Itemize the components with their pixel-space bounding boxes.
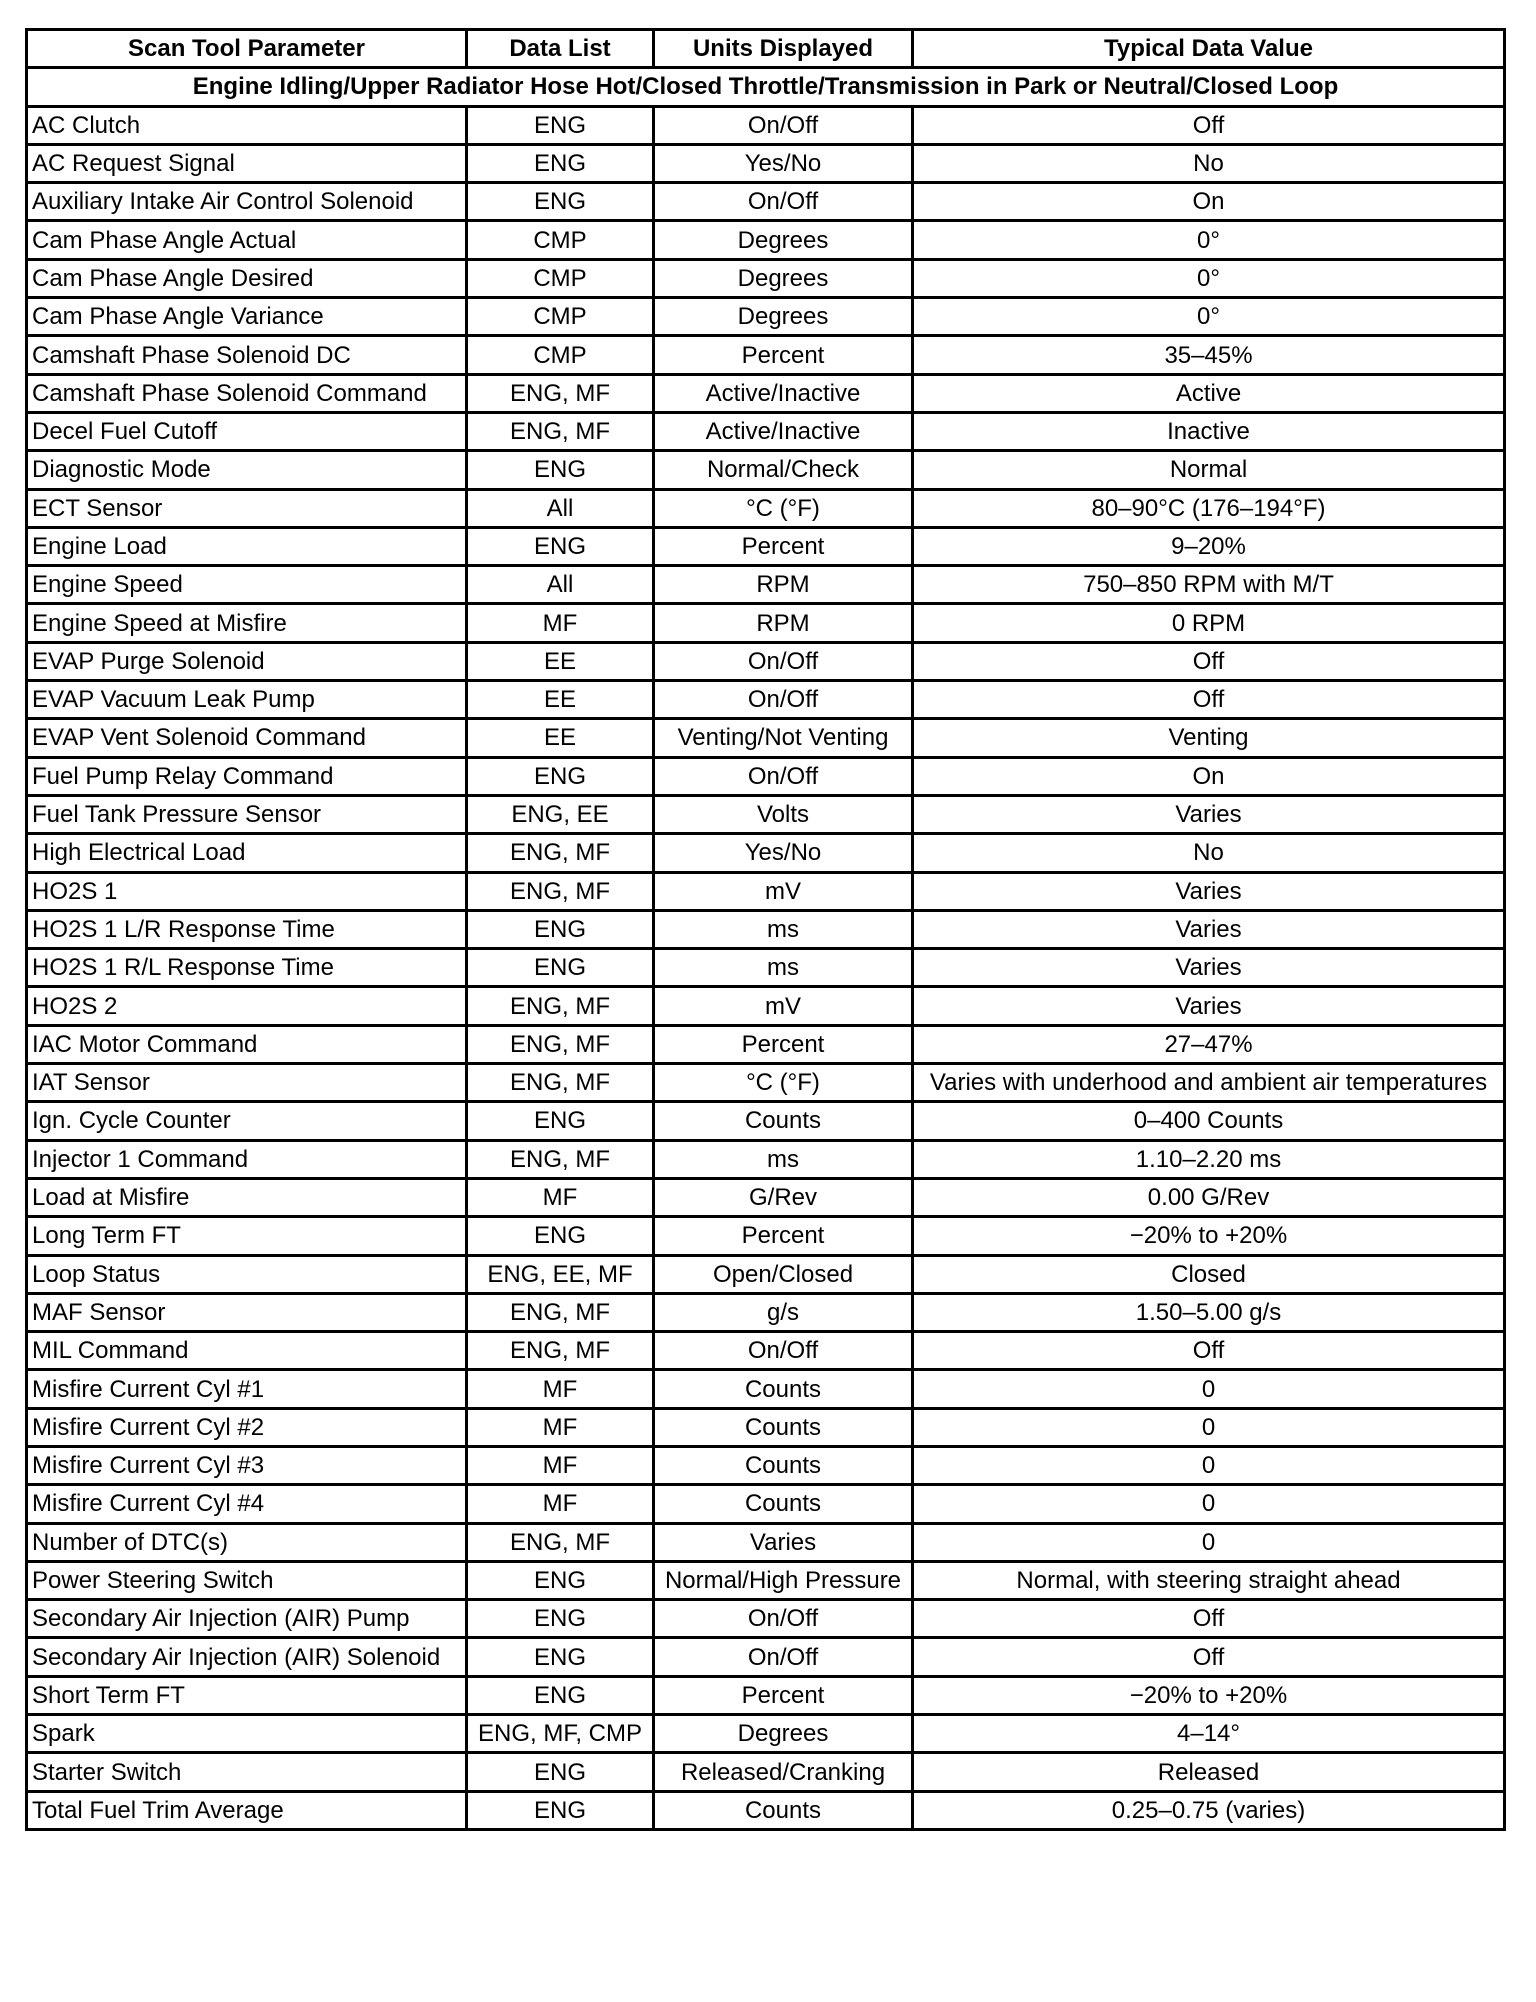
typical-value-cell: 4–14° bbox=[913, 1715, 1505, 1753]
data-list-cell: CMP bbox=[467, 336, 654, 374]
units-cell: Counts bbox=[654, 1370, 913, 1408]
table-row bbox=[27, 757, 1505, 795]
table-row bbox=[27, 1178, 1505, 1216]
typical-value-cell: 0° bbox=[913, 298, 1505, 336]
table-body bbox=[27, 106, 1505, 1829]
parameter-cell: HO2S 1 R/L Response Time bbox=[27, 949, 467, 987]
units-cell: Normal/Check bbox=[654, 451, 913, 489]
parameter-cell: Power Steering Switch bbox=[27, 1561, 467, 1599]
parameter-cell: Ign. Cycle Counter bbox=[27, 1102, 467, 1140]
table-row bbox=[27, 1676, 1505, 1714]
units-cell: Open/Closed bbox=[654, 1255, 913, 1293]
table-row bbox=[27, 336, 1505, 374]
table-row bbox=[27, 1255, 1505, 1293]
typical-value-cell: Normal bbox=[913, 451, 1505, 489]
units-cell: Degrees bbox=[654, 298, 913, 336]
data-list-cell: ENG, MF bbox=[467, 1064, 654, 1102]
parameter-cell: EVAP Vent Solenoid Command bbox=[27, 719, 467, 757]
table-row bbox=[27, 834, 1505, 872]
data-list-cell: CMP bbox=[467, 259, 654, 297]
typical-value-cell: 0 bbox=[913, 1370, 1505, 1408]
table-row bbox=[27, 795, 1505, 833]
header-data-list: Data List bbox=[467, 30, 654, 68]
parameter-cell: Engine Load bbox=[27, 527, 467, 565]
units-cell: RPM bbox=[654, 566, 913, 604]
table-row bbox=[27, 1638, 1505, 1676]
parameter-cell: Loop Status bbox=[27, 1255, 467, 1293]
parameter-cell: HO2S 1 L/R Response Time bbox=[27, 910, 467, 948]
typical-value-cell: 750–850 RPM with M/T bbox=[913, 566, 1505, 604]
data-list-cell: ENG bbox=[467, 1102, 654, 1140]
data-list-cell: ENG, MF bbox=[467, 987, 654, 1025]
operating-condition: Engine Idling/Upper Radiator Hose Hot/Closed Throttle/Transmission in Park or Neutral/Closed Loop bbox=[27, 68, 1505, 106]
parameter-cell: Starter Switch bbox=[27, 1753, 467, 1791]
table-row bbox=[27, 566, 1505, 604]
units-cell: °C (°F) bbox=[654, 1064, 913, 1102]
data-list-cell: ENG bbox=[467, 144, 654, 182]
units-cell: °C (°F) bbox=[654, 489, 913, 527]
table-row bbox=[27, 1370, 1505, 1408]
parameter-cell: Injector 1 Command bbox=[27, 1140, 467, 1178]
typical-value-cell: 0.00 G/Rev bbox=[913, 1178, 1505, 1216]
table-row bbox=[27, 1715, 1505, 1753]
parameter-cell: Misfire Current Cyl #1 bbox=[27, 1370, 467, 1408]
typical-value-cell: Varies bbox=[913, 795, 1505, 833]
parameter-cell: Total Fuel Trim Average bbox=[27, 1791, 467, 1829]
table-row bbox=[27, 1140, 1505, 1178]
header-units-displayed: Units Displayed bbox=[654, 30, 913, 68]
table-row bbox=[27, 1293, 1505, 1331]
data-list-cell: ENG bbox=[467, 1217, 654, 1255]
header-typical-data-value: Typical Data Value bbox=[913, 30, 1505, 68]
header-scan-tool-parameter: Scan Tool Parameter bbox=[27, 30, 467, 68]
units-cell: Volts bbox=[654, 795, 913, 833]
parameter-cell: MIL Command bbox=[27, 1332, 467, 1370]
typical-value-cell: Off bbox=[913, 642, 1505, 680]
data-list-cell: ENG, MF bbox=[467, 1025, 654, 1063]
data-list-cell: MF bbox=[467, 1408, 654, 1446]
typical-value-cell: No bbox=[913, 834, 1505, 872]
parameter-cell: ECT Sensor bbox=[27, 489, 467, 527]
table-row bbox=[27, 412, 1505, 450]
units-cell: On/Off bbox=[654, 642, 913, 680]
data-list-cell: CMP bbox=[467, 298, 654, 336]
parameter-cell: AC Clutch bbox=[27, 106, 467, 144]
typical-value-cell: 0° bbox=[913, 259, 1505, 297]
data-list-cell: ENG bbox=[467, 1676, 654, 1714]
data-list-cell: MF bbox=[467, 1485, 654, 1523]
typical-value-cell: On bbox=[913, 183, 1505, 221]
table-row bbox=[27, 910, 1505, 948]
units-cell: On/Off bbox=[654, 1638, 913, 1676]
units-cell: On/Off bbox=[654, 106, 913, 144]
data-list-cell: ENG, MF bbox=[467, 834, 654, 872]
data-list-cell: MF bbox=[467, 1178, 654, 1216]
data-list-cell: All bbox=[467, 566, 654, 604]
units-cell: On/Off bbox=[654, 1332, 913, 1370]
table-row bbox=[27, 1102, 1505, 1140]
parameter-cell: HO2S 1 bbox=[27, 872, 467, 910]
data-list-cell: MF bbox=[467, 1446, 654, 1484]
parameter-cell: Secondary Air Injection (AIR) Pump bbox=[27, 1600, 467, 1638]
units-cell: Percent bbox=[654, 527, 913, 565]
typical-value-cell: 0 RPM bbox=[913, 604, 1505, 642]
units-cell: Released/Cranking bbox=[654, 1753, 913, 1791]
table-row bbox=[27, 527, 1505, 565]
typical-value-cell: 0 bbox=[913, 1523, 1505, 1561]
parameter-cell: IAT Sensor bbox=[27, 1064, 467, 1102]
units-cell: On/Off bbox=[654, 681, 913, 719]
parameter-cell: Long Term FT bbox=[27, 1217, 467, 1255]
data-list-cell: ENG bbox=[467, 451, 654, 489]
data-list-cell: ENG, MF, CMP bbox=[467, 1715, 654, 1753]
units-cell: mV bbox=[654, 987, 913, 1025]
units-cell: On/Off bbox=[654, 183, 913, 221]
units-cell: RPM bbox=[654, 604, 913, 642]
typical-value-cell: −20% to +20% bbox=[913, 1676, 1505, 1714]
units-cell: Venting/Not Venting bbox=[654, 719, 913, 757]
data-list-cell: ENG bbox=[467, 910, 654, 948]
parameter-cell: EVAP Vacuum Leak Pump bbox=[27, 681, 467, 719]
typical-value-cell: Venting bbox=[913, 719, 1505, 757]
parameter-cell: Cam Phase Angle Actual bbox=[27, 221, 467, 259]
table-row bbox=[27, 1217, 1505, 1255]
units-cell: ms bbox=[654, 1140, 913, 1178]
table-row bbox=[27, 1600, 1505, 1638]
parameter-cell: Cam Phase Angle Variance bbox=[27, 298, 467, 336]
table-row bbox=[27, 1791, 1505, 1829]
typical-value-cell: Varies bbox=[913, 910, 1505, 948]
units-cell: Normal/High Pressure bbox=[654, 1561, 913, 1599]
data-list-cell: ENG, MF bbox=[467, 872, 654, 910]
data-list-cell: ENG, MF bbox=[467, 412, 654, 450]
table-header bbox=[27, 30, 1505, 107]
table-row bbox=[27, 1025, 1505, 1063]
parameter-cell: Engine Speed bbox=[27, 566, 467, 604]
units-cell: On/Off bbox=[654, 1600, 913, 1638]
data-list-cell: ENG bbox=[467, 106, 654, 144]
typical-value-cell: 0–400 Counts bbox=[913, 1102, 1505, 1140]
scan-tool-data-table bbox=[25, 28, 1506, 1831]
parameter-cell: Auxiliary Intake Air Control Solenoid bbox=[27, 183, 467, 221]
table-row bbox=[27, 374, 1505, 412]
data-list-cell: ENG, MF bbox=[467, 1293, 654, 1331]
data-list-cell: ENG bbox=[467, 183, 654, 221]
parameter-cell: Short Term FT bbox=[27, 1676, 467, 1714]
units-cell: Counts bbox=[654, 1408, 913, 1446]
typical-value-cell: −20% to +20% bbox=[913, 1217, 1505, 1255]
table-row bbox=[27, 1408, 1505, 1446]
data-list-cell: ENG bbox=[467, 1753, 654, 1791]
table-row bbox=[27, 719, 1505, 757]
typical-value-cell: 27–47% bbox=[913, 1025, 1505, 1063]
header-row bbox=[27, 30, 1505, 68]
table-row bbox=[27, 1523, 1505, 1561]
table-row bbox=[27, 987, 1505, 1025]
data-list-cell: ENG bbox=[467, 1791, 654, 1829]
typical-value-cell: 0 bbox=[913, 1485, 1505, 1523]
parameter-cell: Misfire Current Cyl #3 bbox=[27, 1446, 467, 1484]
data-list-cell: EE bbox=[467, 642, 654, 680]
table-row bbox=[27, 872, 1505, 910]
units-cell: On/Off bbox=[654, 757, 913, 795]
units-cell: Yes/No bbox=[654, 144, 913, 182]
units-cell: Degrees bbox=[654, 221, 913, 259]
units-cell: Counts bbox=[654, 1485, 913, 1523]
typical-value-cell: 1.50–5.00 g/s bbox=[913, 1293, 1505, 1331]
typical-value-cell: 0° bbox=[913, 221, 1505, 259]
parameter-cell: Secondary Air Injection (AIR) Solenoid bbox=[27, 1638, 467, 1676]
data-list-cell: ENG bbox=[467, 949, 654, 987]
table-row bbox=[27, 681, 1505, 719]
typical-value-cell: 0 bbox=[913, 1446, 1505, 1484]
parameter-cell: Camshaft Phase Solenoid DC bbox=[27, 336, 467, 374]
units-cell: Degrees bbox=[654, 1715, 913, 1753]
data-list-cell: ENG, EE bbox=[467, 795, 654, 833]
parameter-cell: HO2S 2 bbox=[27, 987, 467, 1025]
typical-value-cell: 80–90°C (176–194°F) bbox=[913, 489, 1505, 527]
data-list-cell: ENG bbox=[467, 1638, 654, 1676]
table-row bbox=[27, 451, 1505, 489]
units-cell: Counts bbox=[654, 1791, 913, 1829]
units-cell: Percent bbox=[654, 1025, 913, 1063]
table-row bbox=[27, 1485, 1505, 1523]
parameter-cell: EVAP Purge Solenoid bbox=[27, 642, 467, 680]
table-row bbox=[27, 1561, 1505, 1599]
data-list-cell: ENG bbox=[467, 1561, 654, 1599]
data-list-cell: CMP bbox=[467, 221, 654, 259]
typical-value-cell: Inactive bbox=[913, 412, 1505, 450]
table-row bbox=[27, 183, 1505, 221]
data-list-cell: ENG, MF bbox=[467, 1523, 654, 1561]
typical-value-cell: Varies bbox=[913, 987, 1505, 1025]
parameter-cell: Load at Misfire bbox=[27, 1178, 467, 1216]
units-cell: Yes/No bbox=[654, 834, 913, 872]
typical-value-cell: Off bbox=[913, 1638, 1505, 1676]
parameter-cell: Cam Phase Angle Desired bbox=[27, 259, 467, 297]
typical-value-cell: Closed bbox=[913, 1255, 1505, 1293]
data-list-cell: ENG, EE, MF bbox=[467, 1255, 654, 1293]
typical-value-cell: 1.10–2.20 ms bbox=[913, 1140, 1505, 1178]
typical-value-cell: Varies bbox=[913, 872, 1505, 910]
table-row bbox=[27, 489, 1505, 527]
typical-value-cell: Normal, with steering straight ahead bbox=[913, 1561, 1505, 1599]
units-cell: Active/Inactive bbox=[654, 412, 913, 450]
typical-value-cell: 0.25–0.75 (varies) bbox=[913, 1791, 1505, 1829]
units-cell: ms bbox=[654, 910, 913, 948]
parameter-cell: Number of DTC(s) bbox=[27, 1523, 467, 1561]
table-row bbox=[27, 1753, 1505, 1791]
typical-value-cell: Off bbox=[913, 1600, 1505, 1638]
typical-value-cell: Off bbox=[913, 1332, 1505, 1370]
table-row bbox=[27, 106, 1505, 144]
units-cell: Counts bbox=[654, 1446, 913, 1484]
units-cell: G/Rev bbox=[654, 1178, 913, 1216]
condition-row bbox=[27, 68, 1505, 106]
table-row bbox=[27, 298, 1505, 336]
units-cell: Percent bbox=[654, 1217, 913, 1255]
typical-value-cell: 35–45% bbox=[913, 336, 1505, 374]
typical-value-cell: Off bbox=[913, 681, 1505, 719]
parameter-cell: Fuel Tank Pressure Sensor bbox=[27, 795, 467, 833]
units-cell: ms bbox=[654, 949, 913, 987]
parameter-cell: IAC Motor Command bbox=[27, 1025, 467, 1063]
table-row bbox=[27, 259, 1505, 297]
typical-value-cell: Off bbox=[913, 106, 1505, 144]
typical-value-cell: 0 bbox=[913, 1408, 1505, 1446]
table-row bbox=[27, 1446, 1505, 1484]
units-cell: Percent bbox=[654, 336, 913, 374]
units-cell: mV bbox=[654, 872, 913, 910]
data-list-cell: ENG, MF bbox=[467, 1140, 654, 1178]
data-list-cell: ENG, MF bbox=[467, 1332, 654, 1370]
parameter-cell: AC Request Signal bbox=[27, 144, 467, 182]
table-row bbox=[27, 1332, 1505, 1370]
typical-value-cell: No bbox=[913, 144, 1505, 182]
typical-value-cell: Varies bbox=[913, 949, 1505, 987]
data-list-cell: All bbox=[467, 489, 654, 527]
data-list-cell: ENG bbox=[467, 527, 654, 565]
typical-value-cell: Varies with underhood and ambient air temperatures bbox=[913, 1064, 1505, 1102]
typical-value-cell: On bbox=[913, 757, 1505, 795]
data-list-cell: ENG, MF bbox=[467, 374, 654, 412]
table-row bbox=[27, 1064, 1505, 1102]
units-cell: Percent bbox=[654, 1676, 913, 1714]
parameter-cell: High Electrical Load bbox=[27, 834, 467, 872]
table-row bbox=[27, 221, 1505, 259]
parameter-cell: Spark bbox=[27, 1715, 467, 1753]
parameter-cell: Misfire Current Cyl #4 bbox=[27, 1485, 467, 1523]
parameter-cell: Camshaft Phase Solenoid Command bbox=[27, 374, 467, 412]
parameter-cell: Misfire Current Cyl #2 bbox=[27, 1408, 467, 1446]
parameter-cell: MAF Sensor bbox=[27, 1293, 467, 1331]
table-row bbox=[27, 604, 1505, 642]
units-cell: Active/Inactive bbox=[654, 374, 913, 412]
parameter-cell: Diagnostic Mode bbox=[27, 451, 467, 489]
data-list-cell: MF bbox=[467, 1370, 654, 1408]
parameter-cell: Decel Fuel Cutoff bbox=[27, 412, 467, 450]
data-list-cell: ENG bbox=[467, 1600, 654, 1638]
table-row bbox=[27, 949, 1505, 987]
typical-value-cell: Released bbox=[913, 1753, 1505, 1791]
table-row bbox=[27, 144, 1505, 182]
table-row bbox=[27, 642, 1505, 680]
units-cell: Counts bbox=[654, 1102, 913, 1140]
units-cell: Varies bbox=[654, 1523, 913, 1561]
data-list-cell: ENG bbox=[467, 757, 654, 795]
typical-value-cell: Active bbox=[913, 374, 1505, 412]
parameter-cell: Fuel Pump Relay Command bbox=[27, 757, 467, 795]
data-list-cell: MF bbox=[467, 604, 654, 642]
parameter-cell: Engine Speed at Misfire bbox=[27, 604, 467, 642]
data-list-cell: EE bbox=[467, 681, 654, 719]
units-cell: Degrees bbox=[654, 259, 913, 297]
typical-value-cell: 9–20% bbox=[913, 527, 1505, 565]
units-cell: g/s bbox=[654, 1293, 913, 1331]
data-list-cell: EE bbox=[467, 719, 654, 757]
